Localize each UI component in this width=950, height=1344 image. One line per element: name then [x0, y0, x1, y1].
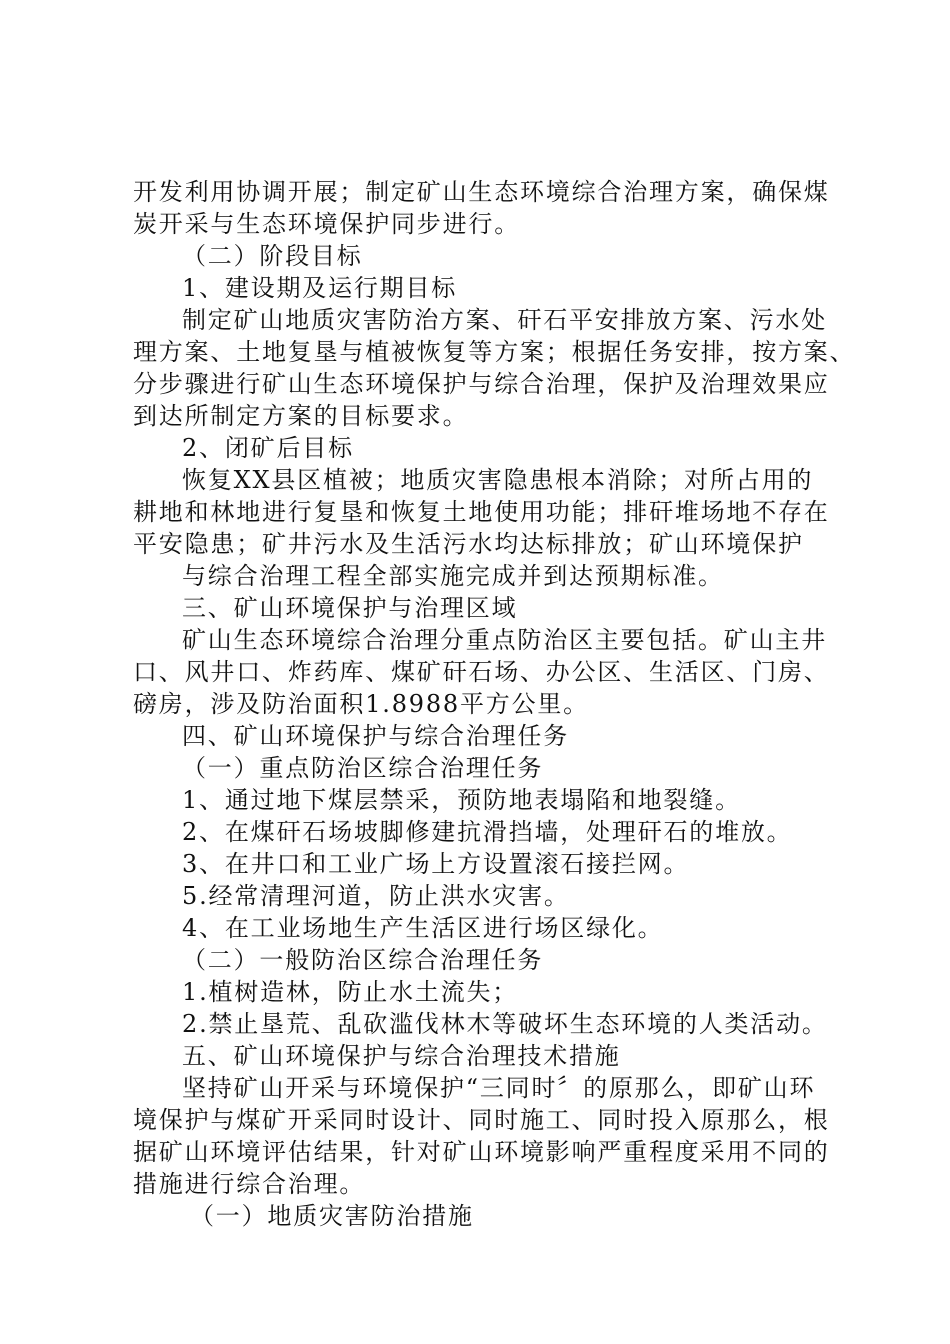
text-line: 理方案、土地复垦与植被恢复等方案；根据任务安排，按方案、 — [133, 338, 856, 366]
text-line: 与综合治理工程全部实施完成并到达预期标准。 — [182, 562, 724, 590]
text-line: 制定矿山地质灾害防治方案、矸石平安排放方案、污水处 — [182, 306, 827, 334]
text-line: 到达所制定方案的目标要求。 — [133, 402, 469, 430]
list-item: 1.植树造林，防止水土流失； — [182, 978, 519, 1006]
text-line: 平安隐患；矿井污水及生活污水均达标排放；矿山环境保护 — [133, 530, 804, 558]
text-line: 口、风井口、炸药库、煤矿矸石场、办公区、生活区、门房、 — [133, 658, 830, 686]
text-line: 磅房，涉及防治面积1.8988平方公里。 — [133, 690, 589, 718]
text-line: 恢复XX县区植被；地质灾害隐患根本消除；对所占用的 — [182, 466, 814, 494]
subsection-heading: 2、闭矿后目标 — [182, 434, 354, 462]
section-heading: 五、矿山环境保护与综合治理技术措施 — [182, 1042, 621, 1070]
text-line: 措施进行综合治理。 — [133, 1170, 366, 1198]
section-heading: （二）阶段目标 — [182, 242, 363, 270]
text-line: 开发利用协调开展；制定矿山生态环境综合治理方案，确保煤 — [133, 178, 830, 206]
text-line: 耕地和林地进行复垦和恢复土地使用功能；排矸堆场地不存在 — [133, 498, 830, 526]
text-line: 矿山生态环境综合治理分重点防治区主要包括。矿山主井 — [182, 626, 827, 654]
text-line: 坚持矿山开采与环境保护“三同时〞的原那么，即矿山环 — [182, 1074, 816, 1102]
text-line: 据矿山环境评估结果，针对矿山环境影响严重程度采用不同的 — [133, 1138, 830, 1166]
list-item: 3、在井口和工业广场上方设置滚石接拦网。 — [182, 850, 690, 878]
subsection-heading: （一）重点防治区综合治理任务 — [182, 754, 544, 782]
subsection-heading: （一）地质灾害防治措施 — [190, 1202, 474, 1230]
text-line: 炭开采与生态环境保护同步进行。 — [133, 210, 520, 238]
text-line: 境保护与煤矿开采同时设计、同时施工、同时投入原那么，根 — [133, 1106, 830, 1134]
section-heading: 四、矿山环境保护与综合治理任务 — [182, 722, 569, 750]
text-line: 分步骤进行矿山生态环境保护与综合治理，保护及治理效果应 — [133, 370, 830, 398]
list-item: 2、在煤矸石场坡脚修建抗滑挡墙，处理矸石的堆放。 — [182, 818, 793, 846]
subsection-heading: （二）一般防治区综合治理任务 — [182, 946, 544, 974]
list-item: 1、通过地下煤层禁采，预防地表塌陷和地裂缝。 — [182, 786, 741, 814]
list-item: 2.禁止垦荒、乱砍滥伐林木等破坏生态环境的人类活动。 — [182, 1010, 828, 1038]
list-item: 5.经常清理河道，防止洪水灾害。 — [182, 882, 570, 910]
list-item: 4、在工业场地生产生活区进行场区绿化。 — [182, 914, 664, 942]
subsection-heading: 1、建设期及运行期目标 — [182, 274, 458, 302]
section-heading: 三、矿山环境保护与治理区域 — [182, 594, 518, 622]
